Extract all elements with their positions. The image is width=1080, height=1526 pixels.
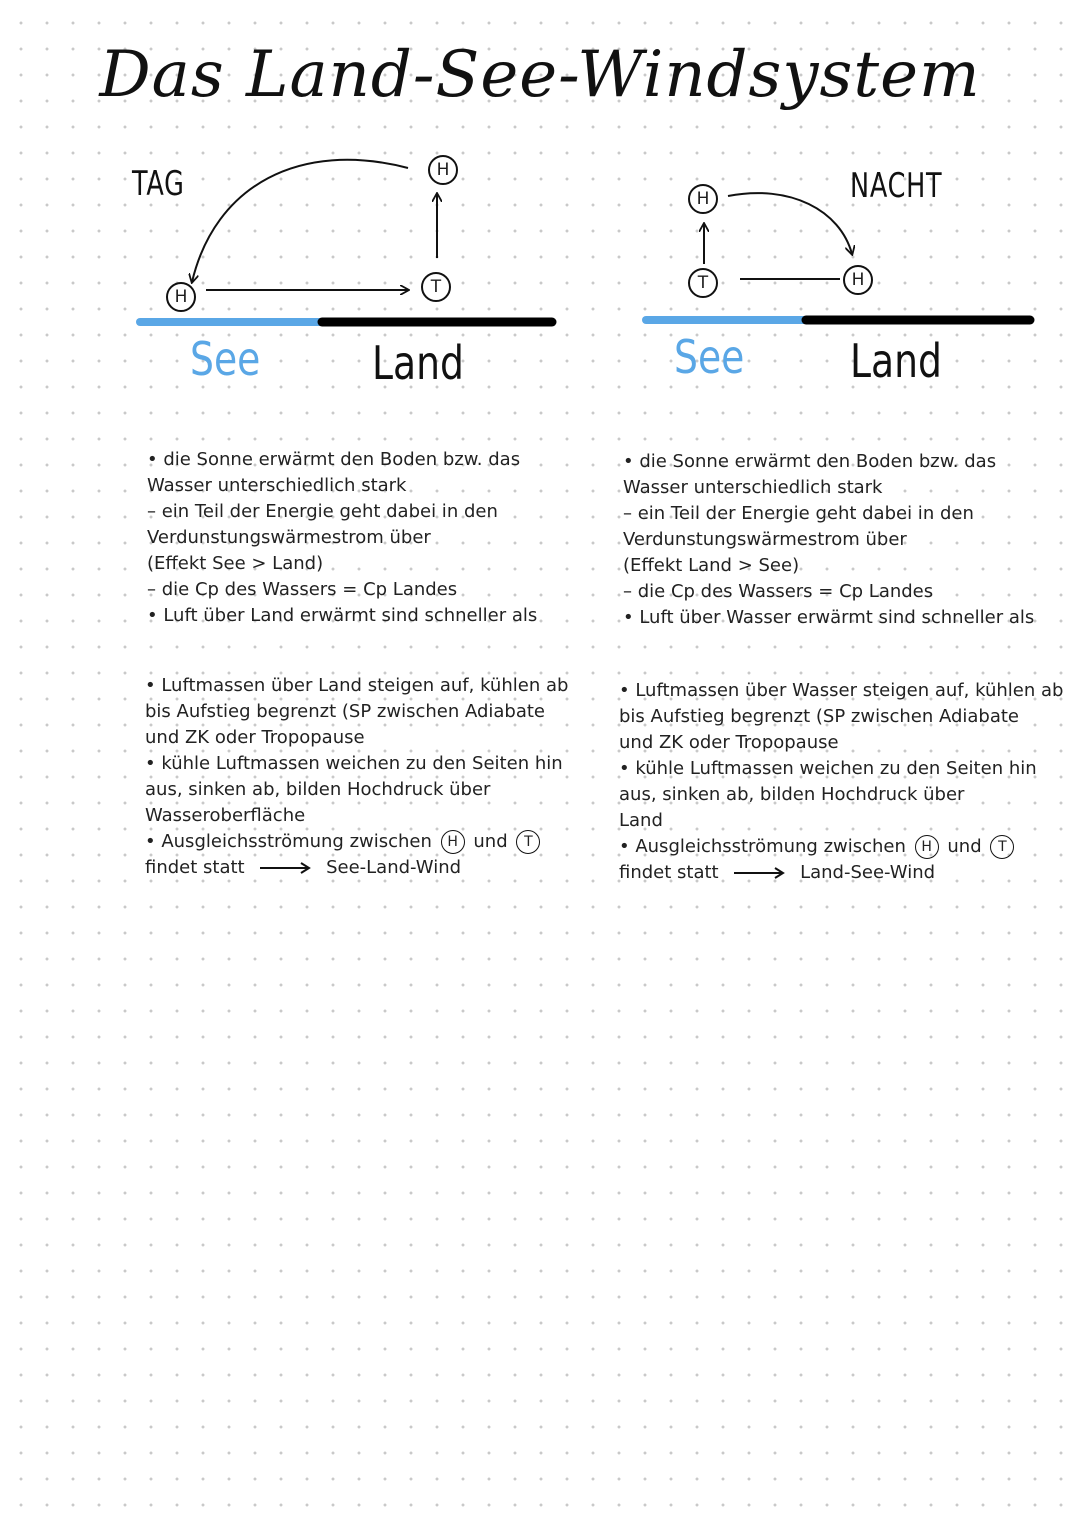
result-text: Land-See-Wind xyxy=(800,862,936,883)
text-line: und ZK oder Tropopause xyxy=(145,727,365,748)
findet-text: findet statt xyxy=(619,862,719,883)
text-line: aus, sinken ab, bilden Hochdruck über xyxy=(619,784,965,805)
result-text: See-Land-Wind xyxy=(326,857,462,878)
findet-text: findet statt xyxy=(145,857,245,878)
text-line: • die Sonne erwärmt den Boden bzw. das xyxy=(623,451,997,472)
and-text: und xyxy=(947,836,982,857)
equalization-prefix: • Ausgleichsströmung zwischen xyxy=(145,831,432,852)
nacht-text-block-1 xyxy=(623,449,1063,631)
text-line: Verdunstungswärmestrom über xyxy=(623,529,907,550)
tag-see-label: See xyxy=(190,332,261,386)
text-line: – ein Teil der Energie geht dabei in den xyxy=(623,503,974,524)
right-arrow-icon xyxy=(732,867,786,879)
page-title: Das Land-See-Windsystem xyxy=(99,38,981,112)
nacht-upper-arrow xyxy=(728,193,852,254)
text-line: bis Aufstieg begrenzt (SP zwischen Adiabate xyxy=(145,701,546,722)
tag-upper-arrow xyxy=(192,160,408,282)
nacht-heading: NACHT xyxy=(850,166,943,206)
text-line: aus, sinken ab, bilden Hochdruck über xyxy=(145,779,491,800)
text-line: (Effekt See > Land) xyxy=(147,553,324,574)
low-symbol: T xyxy=(990,835,1014,859)
text-line xyxy=(619,834,1059,860)
nacht-low: T xyxy=(688,268,718,298)
tag-low: T xyxy=(421,272,451,302)
text-line: – die Cp des Wassers = Cp Landes xyxy=(147,579,458,600)
text-line: • Luftmassen über Land steigen auf, kühlen ab xyxy=(145,675,569,696)
tag-heading: TAG xyxy=(132,164,185,204)
text-line: • die Sonne erwärmt den Boden bzw. das xyxy=(147,449,521,470)
text-line xyxy=(145,829,585,855)
equalization-prefix: • Ausgleichsströmung zwischen xyxy=(619,836,906,857)
text-line: • Luft über Wasser erwärmt sind schneller als xyxy=(623,607,1035,628)
text-line xyxy=(619,860,1059,886)
text-line: Land xyxy=(619,810,663,831)
text-line: bis Aufstieg begrenzt (SP zwischen Adiabate xyxy=(619,706,1020,727)
high-symbol: H xyxy=(915,835,939,859)
text-line: Wasseroberfläche xyxy=(145,805,306,826)
low-symbol: T xyxy=(516,830,540,854)
text-line: • Luft über Land erwärmt sind schneller als xyxy=(147,605,538,626)
tag-high-left: H xyxy=(166,282,196,312)
text-line xyxy=(145,855,585,881)
text-line: – die Cp des Wassers = Cp Landes xyxy=(623,581,934,602)
tag-high-top: H xyxy=(428,155,458,185)
high-symbol: H xyxy=(441,830,465,854)
text-line: • Luftmassen über Wasser steigen auf, kühlen ab xyxy=(619,680,1064,701)
nacht-land-label: Land xyxy=(850,334,942,388)
text-line: und ZK oder Tropopause xyxy=(619,732,839,753)
nacht-high-top: H xyxy=(688,184,718,214)
right-arrow-icon xyxy=(258,862,312,874)
text-line: • kühle Luftmassen weichen zu den Seiten hin xyxy=(145,753,563,774)
text-line: – ein Teil der Energie geht dabei in den xyxy=(147,501,498,522)
text-line: Wasser unterschiedlich stark xyxy=(147,475,407,496)
nacht-high-right: H xyxy=(843,265,873,295)
tag-text-block-2 xyxy=(145,673,585,881)
text-line: (Effekt Land > See) xyxy=(623,555,800,576)
nacht-see-label: See xyxy=(674,330,745,384)
text-line: Wasser unterschiedlich stark xyxy=(623,477,883,498)
text-line: Verdunstungswärmestrom über xyxy=(147,527,431,548)
nacht-text-block-2 xyxy=(619,678,1064,886)
tag-land-label: Land xyxy=(372,336,464,390)
text-line: • kühle Luftmassen weichen zu den Seiten hin xyxy=(619,758,1037,779)
and-text: und xyxy=(473,831,508,852)
tag-text-block-1 xyxy=(147,447,587,629)
